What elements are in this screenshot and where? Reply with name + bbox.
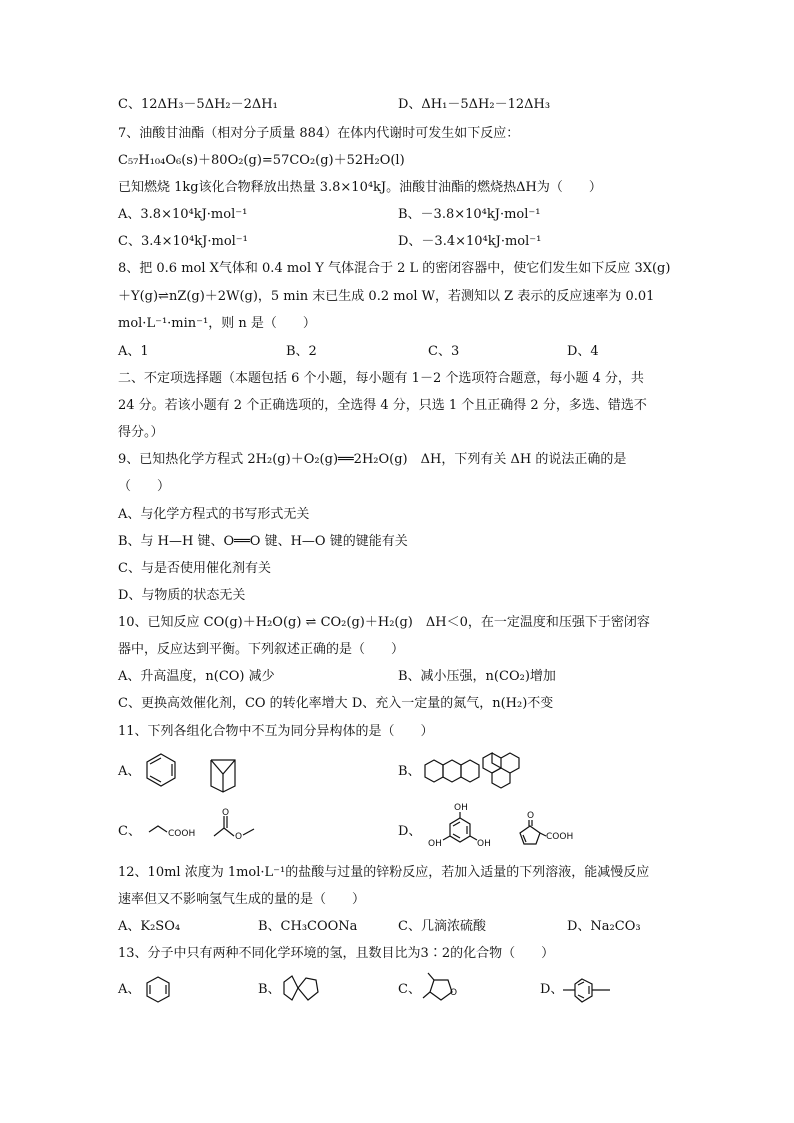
q11-c-cooh-label: COOH	[168, 829, 196, 839]
q13-option-a: A、	[118, 982, 141, 997]
q13-option-d: D、	[540, 982, 564, 997]
q12-line-2: 速率但又不影响氢气生成的量的是（ ）	[118, 892, 366, 907]
q11-a-prismane-icon	[205, 752, 245, 796]
section2-line-3: 得分。）	[118, 425, 164, 440]
q11-option-d: D、	[398, 824, 422, 839]
q10-option-a: A、升高温度，n(CO) 减少	[118, 669, 275, 684]
q13-a-cyclohexadiene-icon	[144, 975, 176, 1007]
q8-option-b: B、2	[286, 344, 317, 359]
q11-b-anthracene-skeleton-icon	[424, 758, 486, 786]
q8-line-2: ＋Y(g)⇌nZ(g)＋2W(g)，5 min 末已生成 0.2 mol W，若测知以 Z 表示的反应速率为 0.01	[118, 289, 655, 304]
q8-option-d: D、4	[567, 344, 599, 359]
q11-option-b: B、	[398, 764, 421, 779]
q10-option-cd: C、更换高效催化剂，CO 的转化率增大 D、充入一定量的氮气，n(H₂)不变	[118, 696, 554, 711]
q10-line-1: 10、已知反应 CO(g)＋H₂O(g) ⇌ CO₂(g)＋H₂(g) ΔH＜0，在一定温度和压强下于密闭容	[118, 615, 650, 630]
q13-d-p-xylene-icon	[562, 976, 618, 1006]
q11-stem: 11、下列各组化合物中不互为同分异构体的是（ ）	[118, 724, 434, 739]
q13-c-dimethyl-thf-icon	[420, 970, 464, 1008]
q8-option-c: C、3	[428, 344, 460, 359]
q8-option-a: A、1	[118, 344, 149, 359]
q11-b-phenalene-skeleton-icon	[480, 748, 522, 790]
q7-stem: 7、油酸甘油酯（相对分子质量 884）在体内代谢时可发生如下反应：	[118, 126, 520, 141]
q10-line-2: 器中，反应达到平衡。下列叙述正确的是（ ）	[118, 642, 405, 657]
q11-option-c: C、	[118, 824, 141, 839]
q9-stem: 9、已知热化学方程式 2H₂(g)＋O₂(g)══2H₂O(g) ΔH，下列有关 ΔH 的说法正确的是	[118, 452, 627, 467]
q9-paren: （ ）	[118, 479, 171, 494]
q7-info: 已知燃烧 1kg该化合物释放出热量 3.8×10⁴kJ。油酸甘油酯的燃烧热ΔH为（ ）	[118, 180, 602, 195]
q11-c-carbonyl-o-label: O	[222, 808, 230, 818]
q6-option-d: D、ΔH₁－5ΔH₂－12ΔH₃	[398, 97, 551, 112]
q12-line-1: 12、10ml 浓度为 1mol·L⁻¹的盐酸与过量的锌粉反应，若加入适量的下列溶液，能减慢反应	[118, 865, 650, 880]
q11-d-ketone-o: O	[527, 811, 535, 821]
q8-line-1: 8、把 0.6 mol X气体和 0.4 mol Y 气体混合于 2 L 的密闭容器中，使它们发生如下反应 3X(g)	[118, 261, 671, 276]
q6-option-c: C、12ΔH₃－5ΔH₂－2ΔH₁	[118, 97, 278, 112]
q11-d-oh-right: OH	[477, 839, 491, 849]
q13-c-ring-o: O	[450, 988, 458, 998]
q7-option-b: B、－3.8×10⁴kJ·mol⁻¹	[398, 207, 541, 222]
q11-c-methyl-acetate-icon	[212, 806, 272, 842]
q12-option-b: B、CH₃COONa	[258, 919, 358, 934]
q11-d-cyclopentenone-acid-icon	[512, 810, 582, 850]
q12-option-d: D、Na₂CO₃	[567, 919, 641, 934]
q11-d-cooh-label: COOH	[546, 832, 574, 842]
q9-option-b: B、与 H—H 键、O══O 键、H—O 键的键能有关	[118, 534, 408, 549]
q7-option-c: C、3.4×10⁴kJ·mol⁻¹	[118, 234, 248, 249]
q13-option-c: C、	[398, 982, 421, 997]
section2-line-1: 二、不定项选择题（本题包括 6 个小题，每小题有 1－2 个选项符合题意，每小题 4 分，共	[118, 371, 644, 386]
q11-option-a: A、	[118, 764, 141, 779]
q11-c-ester-o-label: O	[235, 832, 243, 842]
q13-b-spiro-dioxolane-icon	[282, 972, 332, 1006]
q7-option-d: D、－3.4×10⁴kJ·mol⁻¹	[398, 234, 542, 249]
q12-option-a: A、K₂SO₄	[118, 919, 181, 934]
q9-option-a: A、与化学方程式的书写形式无关	[118, 507, 310, 522]
q13-option-b: B、	[258, 982, 281, 997]
q11-d-oh-top: OH	[454, 803, 468, 813]
q11-c-propanoic-acid-icon	[148, 818, 208, 842]
q9-option-c: C、与是否使用催化剂有关	[118, 561, 271, 576]
q10-option-b: B、减小压强，n(CO₂)增加	[398, 669, 556, 684]
q12-option-c: C、几滴浓硫酸	[398, 919, 486, 934]
q11-a-benzene-icon	[144, 752, 184, 792]
section2-line-2: 24 分。若该小题有 2 个正确选项的，全选得 4 分，只选 1 个且正确得 2 分，多选、错选不	[118, 398, 647, 413]
q11-d-phloroglucinol-icon	[424, 802, 504, 850]
q11-d-oh-left: OH	[428, 839, 442, 849]
q7-equation: C₅₇H₁₀₄O₆(s)＋80O₂(g)=57CO₂(g)＋52H₂O(l)	[118, 153, 405, 168]
q7-option-a: A、3.8×10⁴kJ·mol⁻¹	[118, 207, 248, 222]
q9-option-d: D、与物质的状态无关	[118, 588, 246, 603]
q13-stem: 13、分子中只有两种不同化学环境的氢，且数目比为3∶2的化合物（ ）	[118, 946, 555, 961]
q8-line-3: mol·L⁻¹·min⁻¹，则 n 是（ ）	[118, 316, 316, 331]
